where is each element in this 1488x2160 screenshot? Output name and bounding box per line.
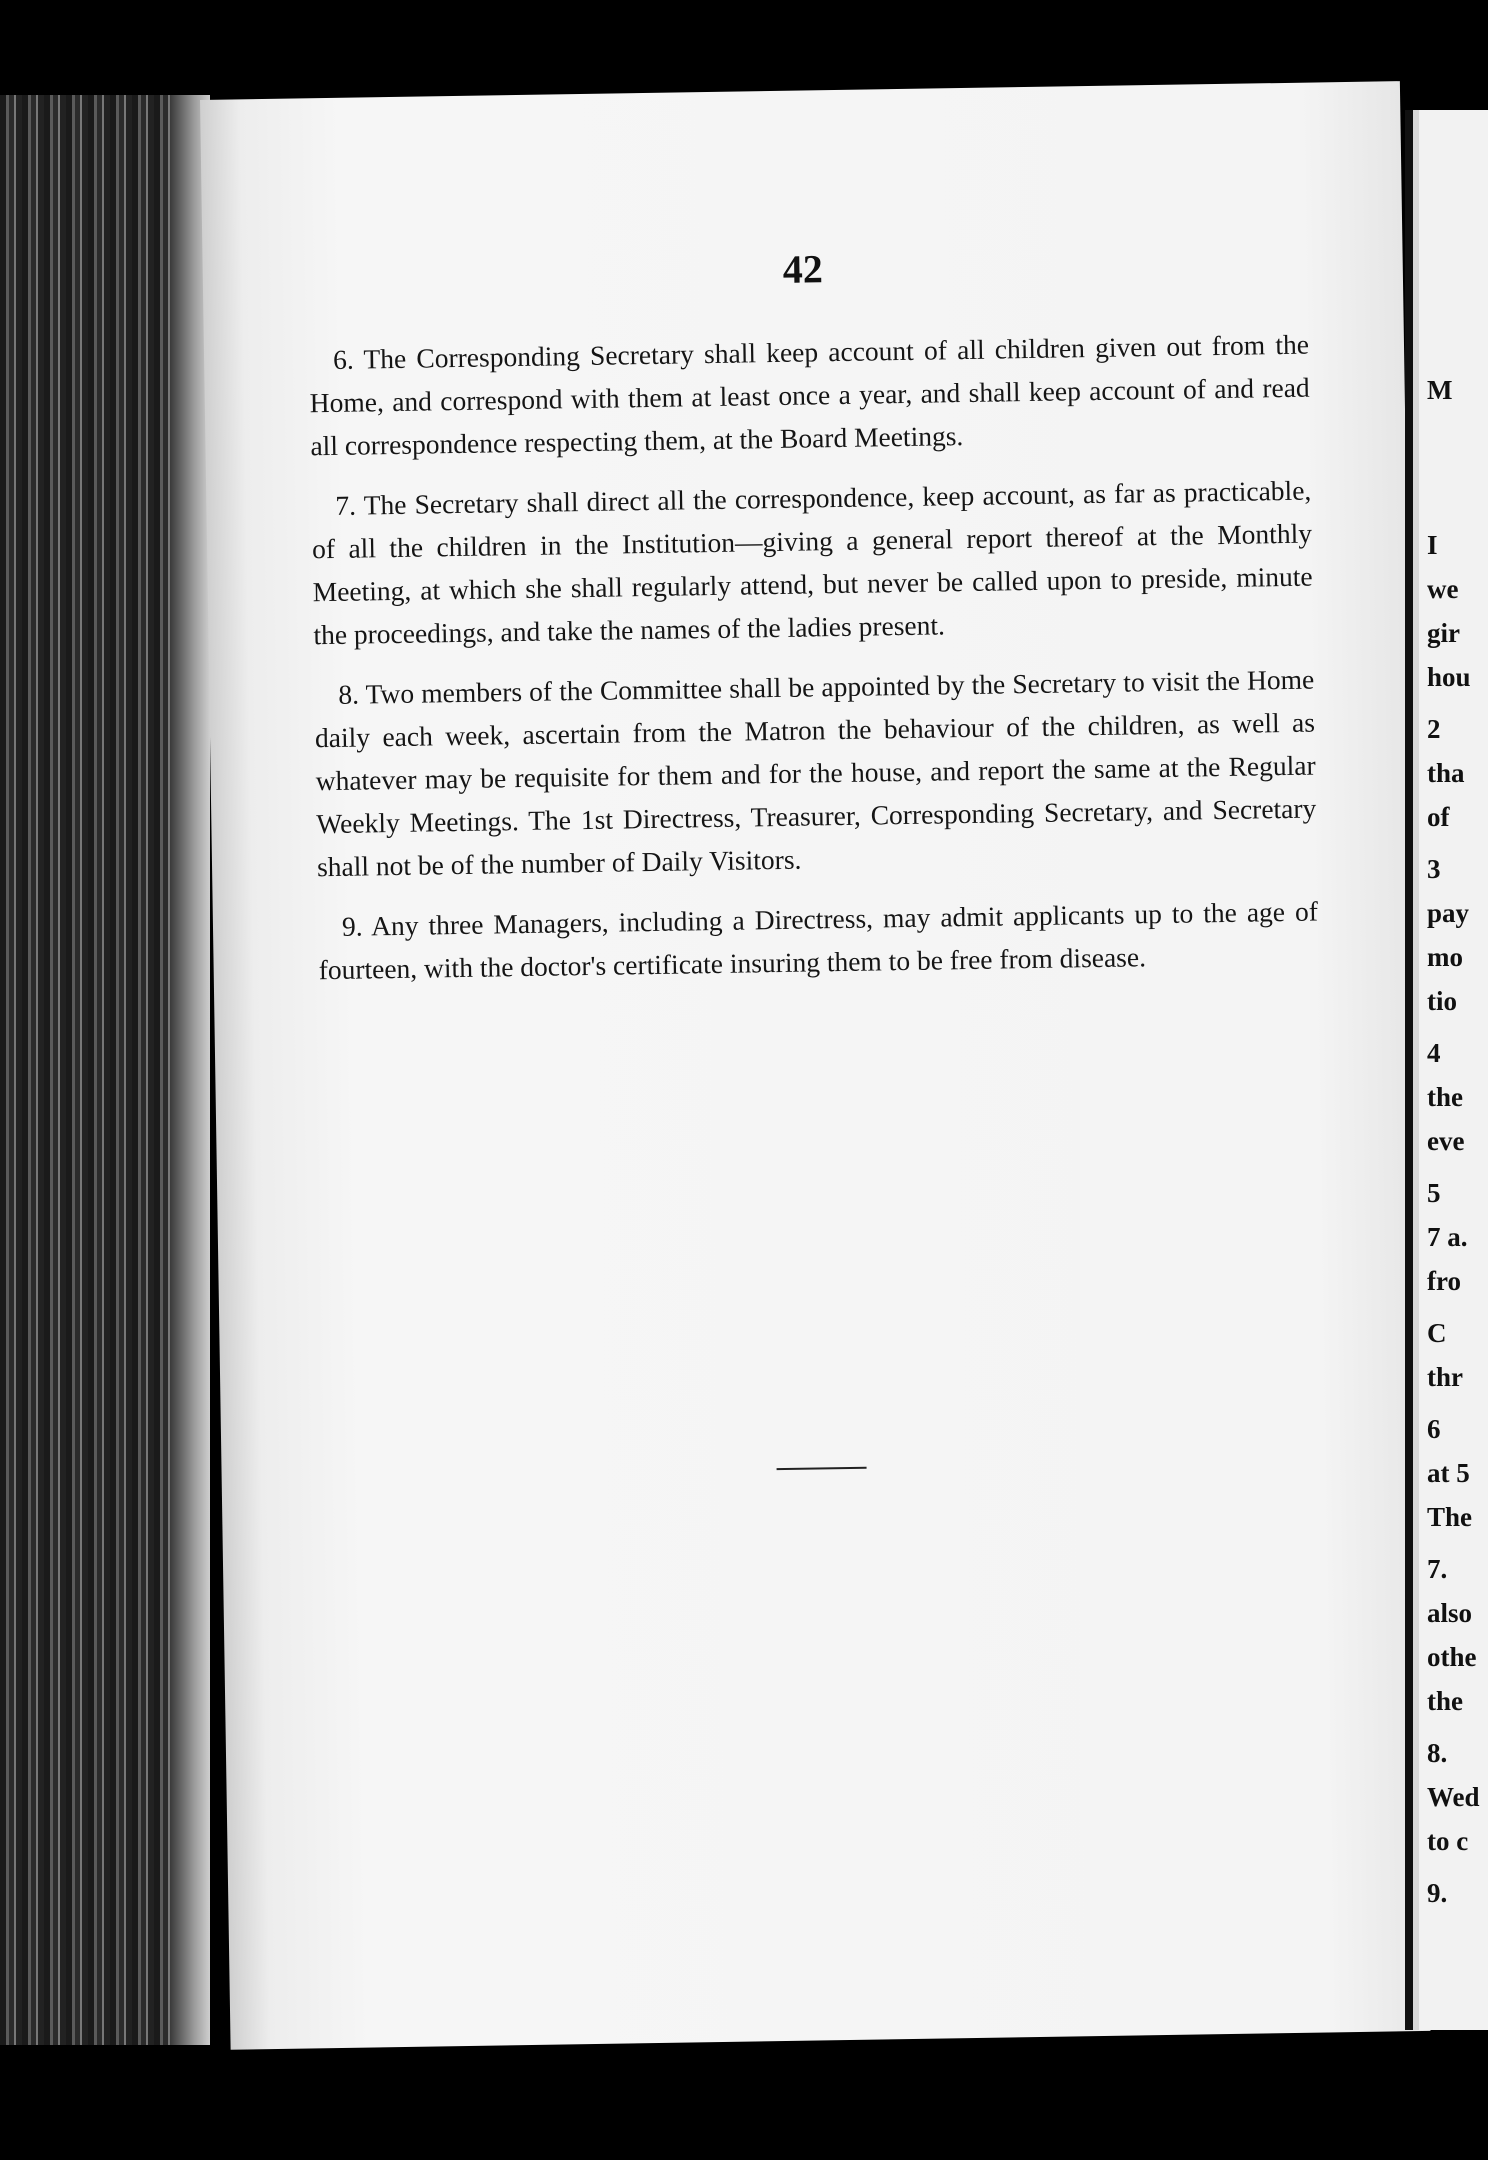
facing-page-fragment: I [1427,530,1438,560]
facing-page-fragment: we [1427,574,1459,604]
rules-text [309,323,1319,1009]
facing-page [1405,110,1488,2030]
facing-page-fragment: 5 [1427,1178,1441,1208]
rule-paragraph-6: 6. The Corresponding Secretary shall keep account of all children given out from the Home, and correspond with them at least once a year, and shall keep account of and read all correspondence respecting them, at the Board Meetings. [309,328,1310,462]
facing-page-fragment: gir [1427,618,1460,648]
facing-page-fragment: othe [1427,1642,1477,1672]
facing-page-fragment: 3 [1427,854,1441,884]
facing-page-fragment: the [1427,1082,1463,1112]
facing-page-fragment: at 5 [1427,1458,1470,1488]
facing-page-fragment: pay [1427,898,1470,928]
facing-page-fragment: 8. [1427,1738,1448,1768]
rule-paragraph-7: 7. The Secretary shall direct all the correspondence, keep account, as far as practicable, of all the children in the Institution—giving a general report thereof at the Monthly Meeting, at which she shall regularly attend, but never be called upon to preside, minute the proceedings, and take the names of the ladies present. [311,474,1313,651]
facing-page-fragment: tha [1427,758,1465,788]
facing-page-fragment: thr [1427,1362,1463,1392]
facing-page-fragment: fro [1427,1266,1461,1296]
book-page [200,81,1430,2050]
facing-page-fragment: eve [1427,1126,1465,1156]
rule-paragraph-9: 9. Any three Managers, including a Directress, may admit applicants up to the age of fourteen, with the doctor's certificate insuring them to be free from disease. [318,895,1319,986]
facing-page-fragment: 9. [1427,1878,1448,1908]
facing-page-fragment: M [1427,375,1453,405]
facing-page-fragment: C [1427,1318,1447,1348]
facing-page-fragment: 6 [1427,1414,1441,1444]
facing-page-fragment: to c [1427,1826,1469,1856]
facing-page-fragment: of [1427,802,1450,832]
facing-page-fragment: 4 [1427,1038,1441,1068]
facing-page-fragment: hou [1427,662,1471,692]
facing-page-fragment: tio [1427,986,1457,1016]
facing-page-fragment: Wed [1427,1782,1480,1812]
facing-page-fragment: 7. [1427,1554,1448,1584]
facing-page-fragment: mo [1427,942,1463,972]
section-divider [777,1467,867,1470]
facing-page-fragment: 2 [1427,714,1441,744]
page-edges-stack [0,95,210,2045]
facing-page-fragment: the [1427,1686,1463,1716]
facing-page-fragment: also [1427,1598,1473,1628]
facing-page-fragment: The [1427,1502,1473,1532]
page-number: 42 [782,246,824,292]
facing-page-fragment: 7 a. [1427,1222,1468,1252]
rule-paragraph-8: 8. Two members of the Committee shall be appointed by the Secretary to visit the Home daily each week, ascertain from the Matron the behaviour of the children, as well as whatever may be requisite for them and for the house, and report the same at the Regular Weekly Meetings. The 1st Directress, Treasurer, Corresponding Secretary, and Secretary shall not be of the number of Daily Visitors. [314,663,1317,883]
